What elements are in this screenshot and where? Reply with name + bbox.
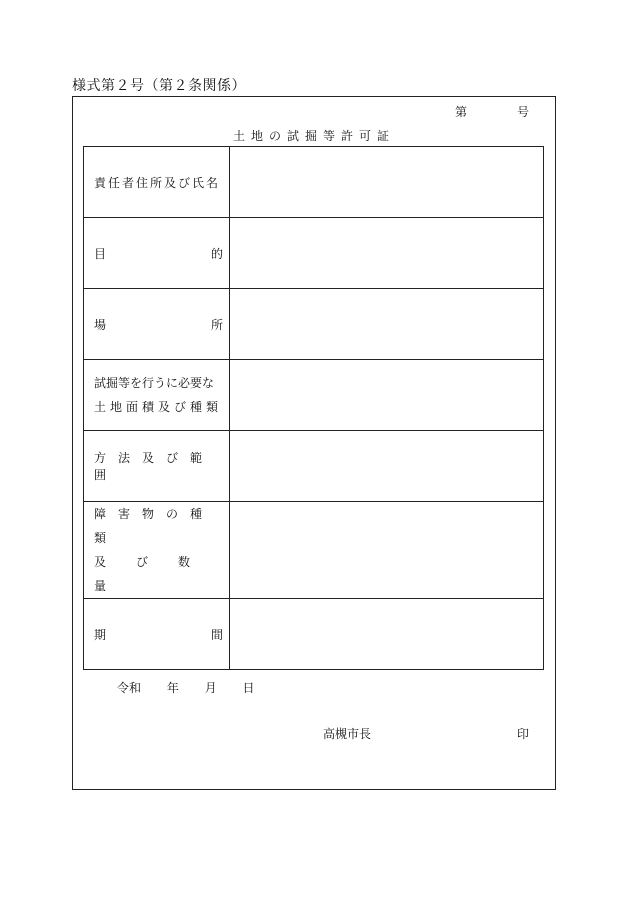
value-responsible-person[interactable] (230, 147, 544, 218)
date-month: 月 (204, 681, 217, 695)
value-method-scope[interactable] (230, 431, 544, 502)
date-year: 年 (166, 681, 179, 695)
value-location[interactable] (230, 289, 544, 360)
label-method-scope: 方法及び範囲 (84, 431, 230, 502)
certificate-title: 土地の試掘等許可証 (232, 129, 395, 143)
label-location: 場 所 (84, 289, 230, 360)
value-purpose[interactable] (230, 218, 544, 289)
table-row (84, 599, 544, 670)
seal-mark: 印 (517, 727, 530, 741)
table-row (84, 502, 544, 599)
permit-details-table (83, 146, 544, 670)
date-day: 日 (242, 681, 255, 695)
issue-date (117, 679, 255, 696)
value-period[interactable] (230, 599, 544, 670)
label-purpose: 目 的 (84, 218, 230, 289)
label-period: 期 間 (84, 599, 230, 670)
value-obstacles[interactable] (230, 502, 544, 599)
number-suffix: 号 (517, 105, 530, 119)
label-land-area: 試掘等を行うに必要な 土地面積及び種類 (84, 360, 230, 431)
date-era: 令和 (117, 681, 142, 695)
table-row (84, 431, 544, 502)
label-obstacles: 障害物の種類 及び数量 (84, 502, 230, 599)
table-row (84, 289, 544, 360)
certificate-frame (72, 96, 556, 790)
label-responsible-person: 責任者住所及び氏名 (84, 147, 230, 218)
form-number-label: 様式第２号（第２条関係） (72, 78, 246, 94)
value-land-area[interactable] (230, 360, 544, 431)
issuer-name: 高槻市長 (323, 727, 372, 741)
certificate-number-line (73, 103, 555, 119)
table-row (84, 218, 544, 289)
table-row (84, 360, 544, 431)
number-prefix: 第 (455, 105, 468, 119)
table-row (84, 147, 544, 218)
